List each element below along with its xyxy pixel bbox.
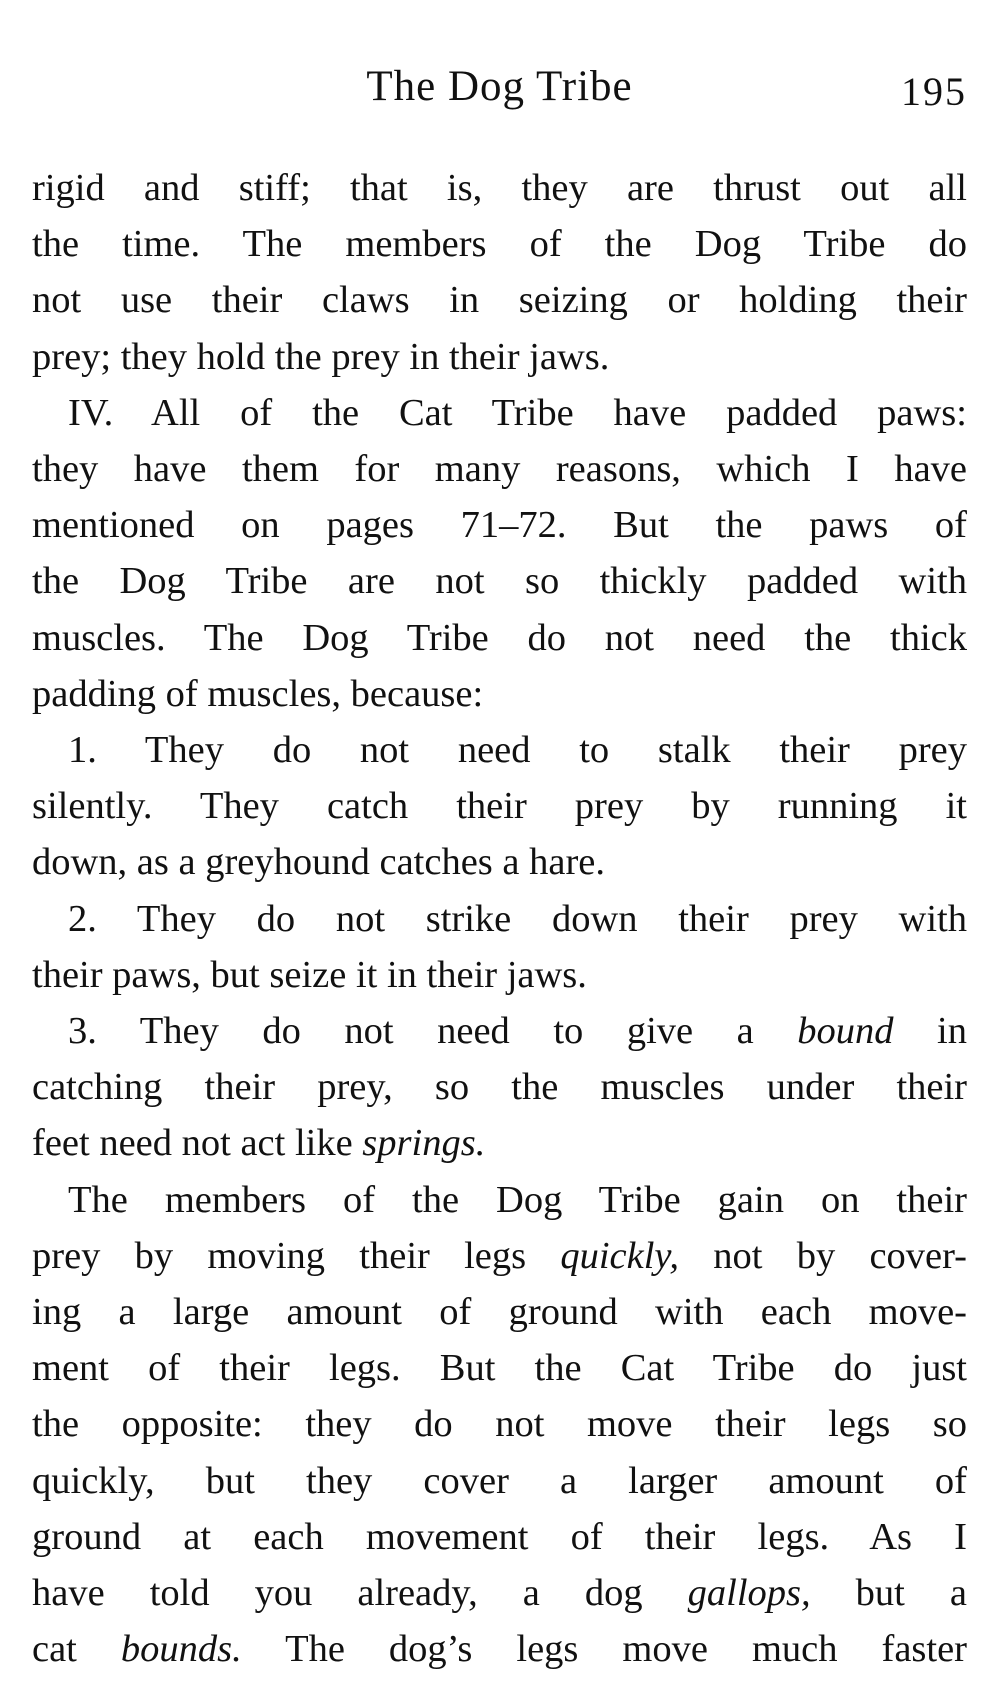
text-line: mentioned on pages 71–72. But the paws of <box>32 504 967 547</box>
italic-word: bounds. <box>120 1628 242 1671</box>
text-line: rigid and stiff; that is, they are thrust out all <box>32 167 967 209</box>
text-line: ment of their legs. But the Cat Tribe do just <box>32 1347 967 1390</box>
text-run: The dog’s legs move much faster <box>241 1628 967 1671</box>
italic-word: springs. <box>362 1122 486 1165</box>
list-item-3 <box>32 1003 967 1172</box>
text-line <box>32 1565 967 1621</box>
italic-word: gallops, <box>687 1572 811 1615</box>
list-item-1 <box>32 722 967 891</box>
text-run: cat <box>32 1628 121 1671</box>
text-line: the opposite: they do not move their legs so <box>32 1403 967 1446</box>
paragraph-continuation <box>32 160 967 385</box>
text-line: down, as a greyhound catches a hare. <box>32 841 605 884</box>
text-line: the Dog Tribe are not so thickly padded with <box>32 560 967 603</box>
text-run: have told you already, a dog <box>32 1572 688 1615</box>
text-line: ground at each movement of their legs. As I <box>32 1515 967 1558</box>
italic-word: bound <box>797 1010 894 1053</box>
italic-word: quickly, <box>560 1234 680 1277</box>
text-line: ing a large amount of ground with each move- <box>32 1291 967 1334</box>
text-line <box>32 1621 967 1677</box>
text-line: they have them for many reasons, which I have <box>32 448 967 491</box>
body-text <box>32 160 967 1677</box>
running-title: The Dog Tribe <box>366 63 633 110</box>
paragraph-final <box>32 1172 967 1678</box>
text-line: 2. They do not strike down their prey with <box>68 897 967 940</box>
text-line: quickly, but they cover a larger amount of <box>32 1459 967 1502</box>
text-line <box>32 1115 967 1171</box>
text-line: muscles. The Dog Tribe do not need the thick <box>32 616 967 659</box>
text-run: 3. They do not need to give a <box>68 1010 798 1053</box>
text-line: their paws, but seize it in their jaws. <box>32 953 587 996</box>
text-run: but a <box>810 1572 967 1615</box>
text-line: IV. All of the Cat Tribe have padded paws: <box>68 391 967 434</box>
text-line <box>32 1228 967 1284</box>
text-line: not use their claws in seizing or holding their <box>32 279 967 322</box>
text-run: prey by moving their legs <box>32 1234 561 1277</box>
text-line: padding of muscles, because: <box>32 672 484 715</box>
page-number: 195 <box>901 69 967 114</box>
text-run: not by cover- <box>679 1234 967 1277</box>
list-item-2 <box>32 891 967 1003</box>
text-run: feet need not act like <box>32 1122 363 1165</box>
text-line: 1. They do not need to stalk their prey <box>68 729 967 772</box>
paragraph-iv <box>32 385 967 722</box>
text-line: the time. The members of the Dog Tribe do <box>32 223 967 266</box>
text-line: silently. They catch their prey by running it <box>32 785 967 828</box>
text-line: catching their prey, so the muscles under their <box>32 1066 967 1109</box>
text-line <box>32 1003 967 1059</box>
text-line: prey; they hold the prey in their jaws. <box>32 335 610 378</box>
text-run: in <box>893 1010 967 1053</box>
text-line: The members of the Dog Tribe gain on their <box>68 1178 967 1221</box>
page-header <box>32 62 967 122</box>
